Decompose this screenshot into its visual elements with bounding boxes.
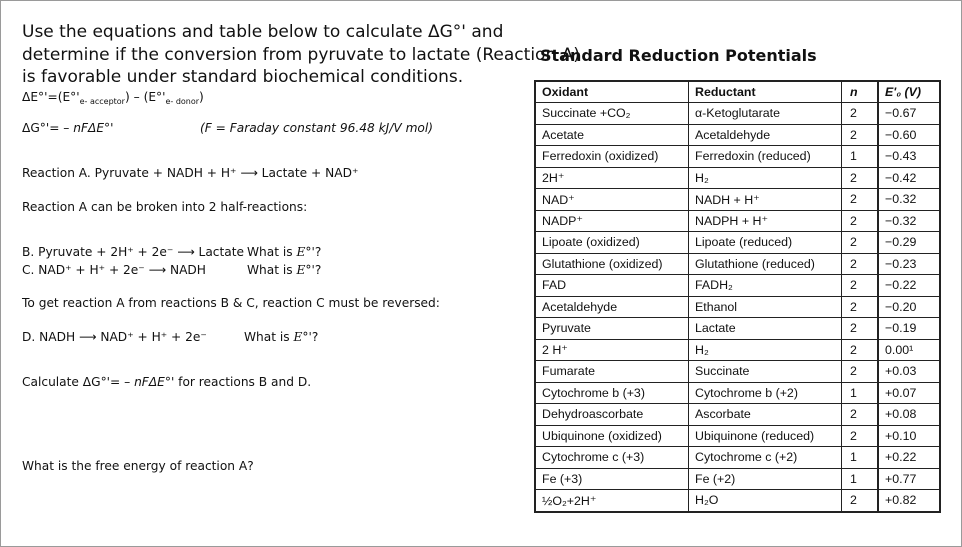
table-row	[535, 490, 940, 512]
table-header-row	[535, 81, 940, 103]
n-cell: 2	[842, 404, 879, 426]
n-cell: 2	[842, 339, 879, 361]
oxidant-cell: Pyruvate	[535, 318, 689, 340]
oxidant-cell: NAD⁺	[535, 189, 689, 211]
reaction-d: D. NADH ⟶ NAD⁺ + H⁺ + 2e⁻	[22, 330, 207, 344]
reduction-potentials-table	[534, 80, 941, 513]
reaction-b-question: What is E°'?	[247, 245, 322, 259]
n-cell: 2	[842, 318, 879, 340]
reductant-cell: NADH + H⁺	[689, 189, 842, 211]
oxidant-cell: ½O₂+2H⁺	[535, 490, 689, 512]
potential-cell: −0.20	[878, 296, 940, 318]
potential-cell: −0.43	[878, 146, 940, 168]
oxidant-cell: FAD	[535, 275, 689, 297]
n-cell: 1	[842, 382, 879, 404]
n-cell: 1	[842, 468, 879, 490]
n-cell: 2	[842, 167, 879, 189]
question-title	[22, 21, 580, 89]
header-reductant: Reductant	[689, 81, 842, 103]
table-row	[535, 425, 940, 447]
reductant-cell: Cytochrome b (+2)	[689, 382, 842, 404]
reductant-cell: Lipoate (reduced)	[689, 232, 842, 254]
reaction-c: C. NAD⁺ + H⁺ + 2e⁻ ⟶ NADH	[22, 263, 206, 277]
potential-cell: −0.23	[878, 253, 940, 275]
potential-cell: +0.03	[878, 361, 940, 383]
reductant-cell: Ubiquinone (reduced)	[689, 425, 842, 447]
n-cell: 2	[842, 253, 879, 275]
n-cell: 2	[842, 210, 879, 232]
table-title: Standard Reduction Potentials	[540, 46, 817, 65]
reductant-cell: H₂	[689, 167, 842, 189]
potential-cell: +0.77	[878, 468, 940, 490]
faraday-note: (F = Faraday constant 96.48 kJ/V mol)	[200, 121, 434, 135]
table-row	[535, 447, 940, 469]
calculate-instruction: Calculate ΔG°'= – nFΔE°' for reactions B and D.	[22, 375, 312, 389]
potential-cell: +0.08	[878, 404, 940, 426]
oxidant-cell: NADP⁺	[535, 210, 689, 232]
header-potential: E'₀ (V)	[878, 81, 940, 103]
table-row	[535, 382, 940, 404]
oxidant-cell: Succinate +CO₂	[535, 103, 689, 125]
reductant-cell: Glutathione (reduced)	[689, 253, 842, 275]
half-reactions-text: Reaction A can be broken into 2 half-reactions:	[22, 200, 308, 214]
table-row	[535, 167, 940, 189]
oxidant-cell: Fe (+3)	[535, 468, 689, 490]
potential-cell: −0.22	[878, 275, 940, 297]
table-row	[535, 468, 940, 490]
header-oxidant: Oxidant	[535, 81, 689, 103]
potential-cell: +0.22	[878, 447, 940, 469]
reductant-cell: Succinate	[689, 361, 842, 383]
table-row	[535, 103, 940, 125]
oxidant-cell: Ferredoxin (oxidized)	[535, 146, 689, 168]
n-cell: 2	[842, 103, 879, 125]
potential-cell: −0.32	[878, 189, 940, 211]
reductant-cell: H₂	[689, 339, 842, 361]
potential-cell: 0.00¹	[878, 339, 940, 361]
reaction-b: B. Pyruvate + 2H⁺ + 2e⁻ ⟶ Lactate	[22, 245, 245, 259]
n-cell: 2	[842, 425, 879, 447]
title-line: Use the equations and table below to calculate ΔG°' and	[22, 22, 504, 42]
potential-cell: −0.67	[878, 103, 940, 125]
oxidant-cell: Ubiquinone (oxidized)	[535, 425, 689, 447]
oxidant-cell: Lipoate (oxidized)	[535, 232, 689, 254]
title-line: determine if the conversion from pyruvate to lactate (Reaction A)	[22, 44, 580, 65]
reaction-d-question: What is E°'?	[244, 330, 319, 344]
oxidant-cell: 2 H⁺	[535, 339, 689, 361]
table-row	[535, 404, 940, 426]
table-row	[535, 146, 940, 168]
potential-cell: +0.07	[878, 382, 940, 404]
delta-g-equation: ΔG°'= – nFΔE°'	[22, 121, 114, 135]
potential-cell: +0.10	[878, 425, 940, 447]
oxidant-cell: 2H⁺	[535, 167, 689, 189]
delta-e-equation: $\Delta E^\circ'=(E^\circ'_{e- acceptor}) - (E^\circ'_{e- donor})$	[22, 90, 204, 106]
reaction-a: Reaction A. Pyruvate + NADH + H⁺ ⟶ Lactate + NAD⁺	[22, 166, 359, 180]
potential-cell: −0.60	[878, 124, 940, 146]
n-cell: 2	[842, 490, 879, 512]
n-cell: 2	[842, 189, 879, 211]
reductant-cell: Lactate	[689, 318, 842, 340]
table-row	[535, 318, 940, 340]
reaction-c-question: What is E°'?	[247, 263, 322, 277]
n-cell: 1	[842, 146, 879, 168]
potential-cell: −0.29	[878, 232, 940, 254]
table-row	[535, 275, 940, 297]
reductant-cell: Cytochrome c (+2)	[689, 447, 842, 469]
table-row	[535, 339, 940, 361]
reverse-instruction: To get reaction A from reactions B & C, reaction C must be reversed:	[22, 296, 440, 310]
table-row	[535, 210, 940, 232]
oxidant-cell: Cytochrome b (+3)	[535, 382, 689, 404]
potential-cell: −0.19	[878, 318, 940, 340]
oxidant-cell: Glutathione (oxidized)	[535, 253, 689, 275]
table-row	[535, 232, 940, 254]
oxidant-cell: Cytochrome c (+3)	[535, 447, 689, 469]
oxidant-cell: Acetate	[535, 124, 689, 146]
table-row	[535, 253, 940, 275]
free-energy-question: What is the free energy of reaction A?	[22, 459, 254, 473]
potential-cell: +0.82	[878, 490, 940, 512]
n-cell: 2	[842, 124, 879, 146]
table-row	[535, 361, 940, 383]
table-row	[535, 189, 940, 211]
n-cell: 2	[842, 361, 879, 383]
header-n: n	[842, 81, 879, 103]
reductant-cell: Ethanol	[689, 296, 842, 318]
potential-cell: −0.32	[878, 210, 940, 232]
reductant-cell: NADPH + H⁺	[689, 210, 842, 232]
n-cell: 1	[842, 447, 879, 469]
reductant-cell: Fe (+2)	[689, 468, 842, 490]
n-cell: 2	[842, 275, 879, 297]
oxidant-cell: Fumarate	[535, 361, 689, 383]
reductant-cell: Ascorbate	[689, 404, 842, 426]
oxidant-cell: Dehydroascorbate	[535, 404, 689, 426]
reductant-cell: α-Ketoglutarate	[689, 103, 842, 125]
reductant-cell: Acetaldehyde	[689, 124, 842, 146]
reductant-cell: FADH₂	[689, 275, 842, 297]
table-row	[535, 124, 940, 146]
oxidant-cell: Acetaldehyde	[535, 296, 689, 318]
title-line: is favorable under standard biochemical conditions.	[22, 67, 464, 87]
table-row	[535, 296, 940, 318]
potential-cell: −0.42	[878, 167, 940, 189]
n-cell: 2	[842, 296, 879, 318]
reductant-cell: Ferredoxin (reduced)	[689, 146, 842, 168]
reductant-cell: H₂O	[689, 490, 842, 512]
n-cell: 2	[842, 232, 879, 254]
